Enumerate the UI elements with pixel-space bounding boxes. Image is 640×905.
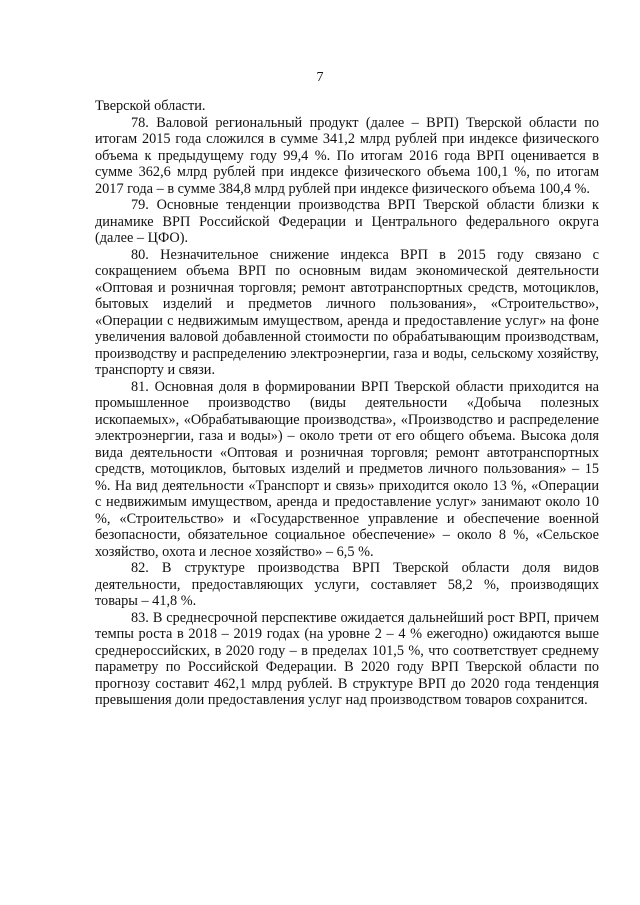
paragraph-81: 81. Основная доля в формировании ВРП Тверской области приходится на промышленное производство (виды деятельности «Добыча полезных ископаемых», «Обрабатывающие производства», «Производство и распределение электроэнергии, газа и воды») – около трети от его общего объема. Высока доля вида деятельности «Оптовая и розничная торговля; ремонт автотранспортных средств, мотоциклов, бытовых изделий и предметов личного пользования» – 15 %. На вид деятельности «Транспорт и связь» приходится около 13 %, «Операции с недвижимым имуществом, аренда и предоставление услуг» занимают около 10 %, «Строительство» и «Государственное управление и обеспечение военной безопасности, обязательное социальное обеспечение» – около 8 %, «Сельское хозяйство, охота и лесное хозяйство» – 6,5 %. <box>95 378 599 560</box>
paragraph-79: 79. Основные тенденции производства ВРП Тверской области близки к динамике ВРП Российской Федерации и Центрального федерального округа (далее – ЦФО). <box>95 197 599 246</box>
paragraph-80: 80. Незначительное снижение индекса ВРП в 2015 году связано с сокращением объема ВРП по основным видам экономической деятельности «Оптовая и розничная торговля; ремонт автотранспортных средств, мотоциклов, бытовых изделий и предметов личного пользования», «Строительство», «Операции с недвижимым имуществом, аренда и предоставление услуг» на фоне увеличения валовой добавленной стоимости по обрабатывающим производствам, производству и распределению электроэнергии, газа и воды, сельскому хозяйству, транспорту и связи. <box>95 246 599 378</box>
paragraph-continuation: Тверской области. <box>95 98 206 114</box>
page-number: 7 <box>316 70 324 85</box>
paragraph-78: 78. Валовой региональный продукт (далее – ВРП) Тверской области по итогам 2015 года сложился в сумме 341,2 млрд рублей при индексе физического объема к предыдущему году 99,4 %. По итогам 2016 года ВРП оценивается в сумме 362,6 млрд рублей при индексе физического объема 100,1 %, по итогам 2017 года – в сумме 384,8 млрд рублей при индексе физического объема 100,4 %. <box>95 114 599 197</box>
paragraph-82: 82. В структуре производства ВРП Тверской области доля видов деятельности, предоставляющих услуги, составляет 58,2 %, производящих товары – 41,8 %. <box>95 560 599 609</box>
paragraph-83: 83. В среднесрочной перспективе ожидается дальнейший рост ВРП, причем темпы роста в 2018 – 2019 годах (на уровне 2 – 4 % ежегодно) ожидаются выше среднероссийских, в 2020 году – в пределах 101,5 %, что соответствует среднему параметру по Российской Федерации. В 2020 году ВРП Тверской области по прогнозу составит 462,1 млрд рублей. В структуре ВРП до 2020 года тенденция превышения доли предоставления услуг над производством товаров сохранится. <box>95 609 599 708</box>
document-body <box>95 98 599 709</box>
